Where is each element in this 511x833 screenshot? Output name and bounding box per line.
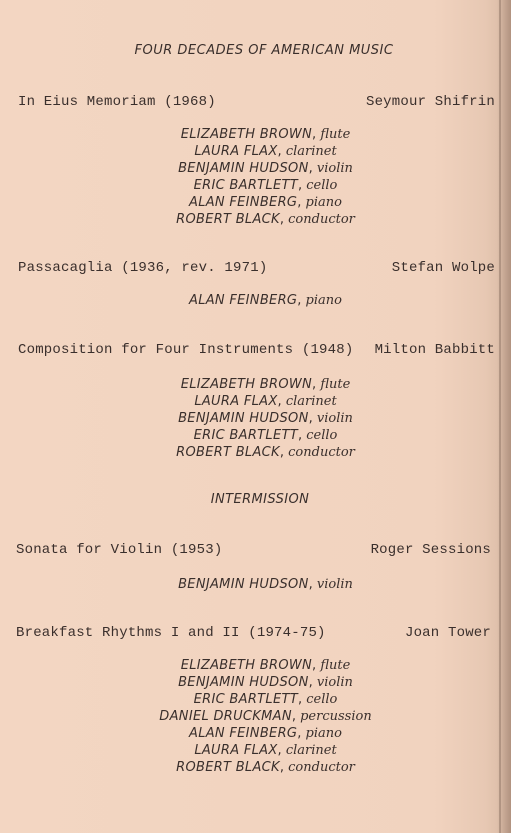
performer-line: ERIC BARTLETT, cello bbox=[193, 428, 338, 443]
performer-list bbox=[0, 292, 511, 309]
performer-instrument: piano bbox=[305, 726, 342, 741]
performer-instrument: cello bbox=[306, 692, 338, 707]
intermission-label: INTERMISSION bbox=[210, 492, 310, 507]
performer-line: ROBERT BLACK, conductor bbox=[176, 212, 355, 227]
performer-instrument: cello bbox=[306, 428, 338, 443]
performer-instrument: clarinet bbox=[285, 394, 337, 409]
performer-instrument: clarinet bbox=[285, 743, 337, 758]
work-composer: Seymour Shifrin bbox=[365, 94, 495, 110]
performer-name: ERIC BARTLETT bbox=[193, 178, 298, 193]
work-entry bbox=[0, 260, 511, 280]
performer-instrument: cello bbox=[306, 178, 338, 193]
performer-line: ERIC BARTLETT, cello bbox=[193, 692, 338, 707]
work-entry bbox=[0, 342, 511, 362]
performer-instrument: flute bbox=[320, 377, 351, 392]
performer-name: ALAN FEINBERG bbox=[189, 293, 298, 308]
performer-name: LAURA FLAX bbox=[194, 394, 278, 409]
performer-name: BENJAMIN HUDSON bbox=[178, 411, 309, 426]
performer-line: LAURA FLAX, clarinet bbox=[194, 394, 337, 409]
performer-name: BENJAMIN HUDSON bbox=[178, 161, 309, 176]
performer-line: ROBERT BLACK, conductor bbox=[176, 760, 355, 775]
performer-line: ROBERT BLACK, conductor bbox=[176, 445, 355, 460]
performer-line: ALAN FEINBERG, piano bbox=[189, 726, 342, 741]
work-composer: Roger Sessions bbox=[370, 542, 491, 558]
work-title: Sonata for Violin (1953) bbox=[16, 542, 223, 558]
performer-list bbox=[0, 576, 511, 593]
performer-line: LAURA FLAX, clarinet bbox=[194, 144, 337, 159]
performer-line: BENJAMIN HUDSON, violin bbox=[178, 577, 353, 592]
performer-instrument: flute bbox=[320, 658, 351, 673]
performer-name: BENJAMIN HUDSON bbox=[178, 577, 309, 592]
performer-line: ELIZABETH BROWN, flute bbox=[180, 377, 351, 392]
performer-line: LAURA FLAX, clarinet bbox=[194, 743, 337, 758]
work-composer: Stefan Wolpe bbox=[391, 260, 495, 276]
work-entry bbox=[0, 542, 511, 562]
performer-name: ROBERT BLACK bbox=[176, 212, 280, 227]
performer-name: ELIZABETH BROWN bbox=[180, 127, 313, 142]
work-composer: Milton Babbitt bbox=[374, 342, 495, 358]
performer-line: ELIZABETH BROWN, flute bbox=[180, 658, 351, 673]
performer-name: ERIC BARTLETT bbox=[193, 692, 298, 707]
performer-instrument: conductor bbox=[288, 760, 355, 775]
performer-name: ERIC BARTLETT bbox=[193, 428, 298, 443]
performer-instrument: conductor bbox=[288, 212, 355, 227]
performer-name: ALAN FEINBERG bbox=[189, 195, 298, 210]
performer-line: ALAN FEINBERG, piano bbox=[189, 195, 342, 210]
performer-name: ROBERT BLACK bbox=[176, 760, 280, 775]
performer-line: ALAN FEINBERG, piano bbox=[189, 293, 342, 308]
performer-instrument: violin bbox=[316, 411, 353, 426]
performer-line: DANIEL DRUCKMAN, percussion bbox=[159, 709, 372, 724]
performer-instrument: piano bbox=[305, 293, 342, 308]
work-entry bbox=[0, 94, 511, 114]
performer-list bbox=[0, 657, 511, 776]
performer-line: BENJAMIN HUDSON, violin bbox=[178, 411, 353, 426]
work-title: Composition for Four Instruments (1948) bbox=[18, 342, 354, 358]
performer-line: ELIZABETH BROWN, flute bbox=[180, 127, 351, 142]
performer-instrument: percussion bbox=[300, 709, 372, 724]
performer-list bbox=[0, 126, 511, 228]
performer-instrument: flute bbox=[320, 127, 351, 142]
work-entry bbox=[0, 625, 511, 645]
performer-name: ROBERT BLACK bbox=[176, 445, 280, 460]
performer-instrument: clarinet bbox=[285, 144, 337, 159]
performer-name: ELIZABETH BROWN bbox=[180, 658, 313, 673]
performer-line: ERIC BARTLETT, cello bbox=[193, 178, 338, 193]
performer-name: DANIEL DRUCKMAN bbox=[159, 709, 292, 724]
performer-name: ALAN FEINBERG bbox=[189, 726, 298, 741]
performer-list bbox=[0, 376, 511, 461]
performer-instrument: conductor bbox=[288, 445, 355, 460]
performer-line: BENJAMIN HUDSON, violin bbox=[178, 161, 353, 176]
performer-instrument: violin bbox=[316, 675, 353, 690]
performer-instrument: piano bbox=[305, 195, 342, 210]
performer-name: LAURA FLAX bbox=[194, 743, 278, 758]
performer-name: BENJAMIN HUDSON bbox=[178, 675, 309, 690]
work-composer: Joan Tower bbox=[404, 625, 491, 641]
performer-name: LAURA FLAX bbox=[194, 144, 278, 159]
performer-name: ELIZABETH BROWN bbox=[180, 377, 313, 392]
work-title: Passacaglia (1936, rev. 1971) bbox=[18, 260, 268, 276]
work-title: Breakfast Rhythms I and II (1974-75) bbox=[16, 625, 326, 641]
work-title: In Eius Memoriam (1968) bbox=[18, 94, 216, 110]
performer-line: BENJAMIN HUDSON, violin bbox=[178, 675, 353, 690]
performer-instrument: violin bbox=[316, 161, 353, 176]
performer-instrument: violin bbox=[316, 577, 353, 592]
program-title: FOUR DECADES OF AMERICAN MUSIC bbox=[134, 43, 394, 58]
